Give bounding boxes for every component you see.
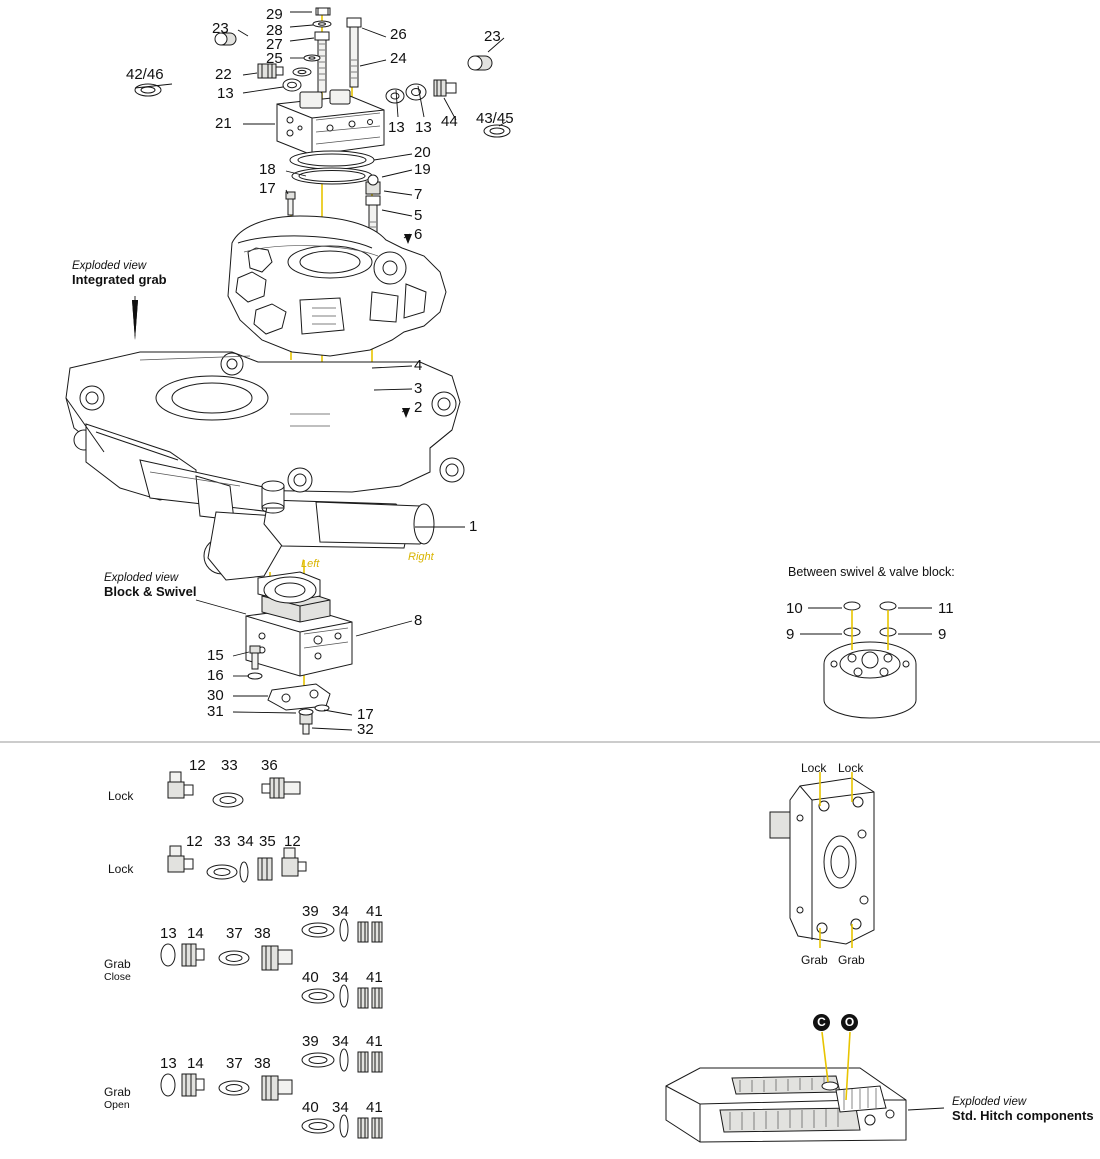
marker-open-icon: O — [841, 1014, 858, 1031]
legend-num-34-b: 34 — [237, 833, 254, 850]
port-label-lock-1: Lock — [801, 761, 827, 775]
legend-num-12-c: 12 — [284, 833, 301, 850]
note-between-swivel-valve: Between swivel & valve block: — [788, 565, 955, 579]
callout-9-right: 9 — [938, 626, 947, 643]
callout-28: 28 — [266, 22, 283, 39]
legend-row-lock-1-label — [108, 790, 133, 803]
legend-num-12: 12 — [189, 757, 206, 774]
legend-grab-open-text: Grab — [104, 1085, 131, 1099]
legend-num-12-b: 12 — [186, 833, 203, 850]
callout-42-46: 42/46 — [126, 66, 164, 83]
label-left: Left — [301, 558, 320, 570]
callout-16: 16 — [207, 667, 224, 684]
callout-25: 25 — [266, 50, 283, 67]
legend-num-34-open-bot: 34 — [332, 1099, 349, 1116]
legend-num-41-close-top: 41 — [366, 903, 383, 920]
callout-5: 5 — [414, 207, 423, 224]
note-std-hitch-line1: Exploded view — [952, 1096, 1027, 1108]
callout-30: 30 — [207, 687, 224, 704]
legend-num-14-close: 14 — [187, 925, 204, 942]
callout-17-b: 17 — [357, 706, 374, 723]
port-label-grab-1: Grab — [801, 953, 828, 967]
legend-row-grab-close-label — [104, 958, 131, 984]
callout-32: 32 — [357, 721, 374, 738]
legend-grab-close-text: Grab — [104, 957, 131, 971]
legend-num-33-b: 33 — [214, 833, 231, 850]
callout-8: 8 — [414, 612, 423, 629]
legend-num-40-close: 40 — [302, 969, 319, 986]
callout-43-45: 43/45 — [476, 110, 514, 127]
callout-1: 1 — [469, 518, 478, 535]
callout-2: 2 — [414, 399, 423, 416]
legend-row-lock-2-label — [108, 863, 133, 876]
legend-num-41-open-top: 41 — [366, 1033, 383, 1050]
legend-grab-open-sub: Open — [104, 1099, 130, 1111]
callout-31: 31 — [207, 703, 224, 720]
callout-10: 10 — [786, 600, 803, 617]
legend-num-41-open-bot: 41 — [366, 1099, 383, 1116]
callout-26: 26 — [390, 26, 407, 43]
legend-lock-1-text: Lock — [108, 789, 134, 803]
callout-4: 4 — [414, 357, 423, 374]
note-block-swivel-line1: Exploded view — [104, 572, 179, 584]
legend-num-37-close: 37 — [226, 925, 243, 942]
note-integrated-grab-line1: Exploded view — [72, 260, 147, 272]
legend-num-14-open: 14 — [187, 1055, 204, 1072]
legend-row-grab-open-label — [104, 1086, 131, 1112]
legend-num-39-open: 39 — [302, 1033, 319, 1050]
note-integrated-grab — [72, 258, 167, 287]
callout-24: 24 — [390, 50, 407, 67]
callout-23-right: 23 — [484, 28, 501, 45]
note-integrated-grab-line2: Integrated grab — [72, 272, 167, 287]
legend-num-39-close: 39 — [302, 903, 319, 920]
callout-23-left: 23 — [212, 20, 229, 37]
legend-num-13-open: 13 — [160, 1055, 177, 1072]
note-std-hitch-line2: Std. Hitch components — [952, 1108, 1094, 1123]
callout-13-c: 13 — [415, 119, 432, 136]
callout-22: 22 — [215, 66, 232, 83]
callout-6: 6 — [414, 226, 423, 243]
note-block-swivel-line2: Block & Swivel — [104, 584, 197, 599]
legend-num-33: 33 — [221, 757, 238, 774]
callout-20: 20 — [414, 144, 431, 161]
callout-9-left: 9 — [786, 626, 795, 643]
note-block-swivel — [104, 570, 196, 599]
legend-lock-2-text: Lock — [108, 862, 134, 876]
label-right: Right — [408, 551, 434, 563]
legend-num-34-close-top: 34 — [332, 903, 349, 920]
legend-num-36: 36 — [261, 757, 278, 774]
port-label-grab-2: Grab — [838, 953, 865, 967]
callout-18: 18 — [259, 161, 276, 178]
legend-num-34-close-bot: 34 — [332, 969, 349, 986]
legend-num-37-open: 37 — [226, 1055, 243, 1072]
legend-num-38-open: 38 — [254, 1055, 271, 1072]
marker-close-icon: C — [813, 1014, 830, 1031]
legend-grab-close-sub: Close — [104, 971, 131, 983]
callout-27: 27 — [266, 36, 283, 53]
callout-29: 29 — [266, 6, 283, 23]
callout-11: 11 — [938, 600, 954, 617]
callout-19: 19 — [414, 161, 431, 178]
legend-num-40-open: 40 — [302, 1099, 319, 1116]
callout-13-a: 13 — [217, 85, 234, 102]
legend-num-35: 35 — [259, 833, 276, 850]
callout-3: 3 — [414, 380, 423, 397]
note-std-hitch — [952, 1094, 1094, 1123]
legend-num-34-open-top: 34 — [332, 1033, 349, 1050]
legend-num-13-close: 13 — [160, 925, 177, 942]
callout-15: 15 — [207, 647, 224, 664]
legend-num-41-close-bot: 41 — [366, 969, 383, 986]
callout-21: 21 — [215, 115, 232, 132]
callout-13-b: 13 — [388, 119, 405, 136]
callout-44: 44 — [441, 113, 458, 130]
callout-17-a: 17 — [259, 180, 276, 197]
port-label-lock-2: Lock — [838, 761, 864, 775]
callout-7: 7 — [414, 186, 423, 203]
legend-num-38-close: 38 — [254, 925, 271, 942]
